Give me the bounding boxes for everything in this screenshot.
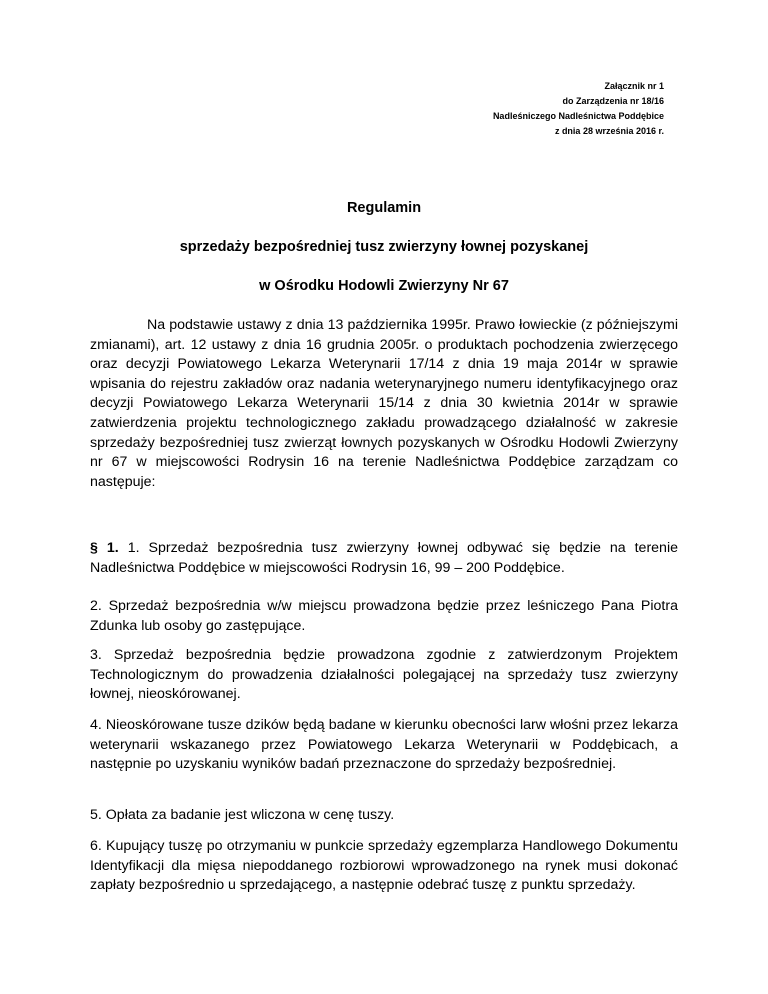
- section-1-item-1-text: 1. Sprzedaż bezpośrednia tusz zwierzyny łownej odbywać się będzie na terenie Nadleśnictwa Poddębice w miejscowości Rodrysin 16, 99 – 200 Poddębice.: [90, 540, 678, 576]
- document-subtitle-2: w Ośrodku Hodowli Zwierzyny Nr 67: [259, 278, 509, 294]
- header-line-2: do Zarządzenia nr 18/16: [562, 96, 664, 106]
- header-line-4: z dnia 28 września 2016 r.: [554, 126, 664, 136]
- intro-paragraph: Na podstawie ustawy z dnia 13 października 1995r. Prawo łowieckie (z późniejszymi zmianami), art. 12 ustawy z dnia 16 grudnia 2005r. o produktach pochodzenia zwierzęcego oraz decyzji Powiatowego Lekarza Weterynarii 17/14 z dnia 19 maja 2014r w sprawie wpisania do rejestru zakładów oraz nadania weterynaryjnego numeru identyfikacyjnego oraz decyzji Powiatowego Lekarza Weterynarii 15/14 z dnia 30 kwietnia 2014r w sprawie zatwierdzenia projektu technologicznego zakładu prowadzącego działalność w zakresie sprzedaży bezpośredniej tusz zwierząt łownych pozyskanych w Ośrodku Hodowli Zwierzyny nr 67 w miejscowości Rodrysin 16 na terenie Nadleśnictwa Poddębice zarządzam co następuje:: [90, 317, 678, 490]
- document-subtitle-1: sprzedaży bezpośredniej tusz zwierzyny łownej pozyskanej: [179, 239, 589, 255]
- section-marker: § 1.: [90, 540, 119, 556]
- header-line-3: Nadleśniczego Nadleśnictwa Poddębice: [492, 111, 664, 121]
- header-line-1: Załącznik nr 1: [604, 81, 664, 91]
- section-1-item-3: 3. Sprzedaż bezpośrednia będzie prowadzona zgodnie z zatwierdzonym Projektem Technologicznym do prowadzenia działalności polegającej na sprzedaży tusz zwierzyny łownej, nieoskórowanej.: [90, 647, 678, 703]
- section-1-item-6: 6. Kupujący tuszę po otrzymaniu w punkcie sprzedaży egzemplarza Handlowego Dokumentu Identyfikacji dla mięsa niepoddanego rozbiorowi wprowadzonego na rynek musi dokonać zapłaty bezpośrednio u sprzedającego, a następnie odebrać tuszę z punktu sprzedaży.: [90, 838, 678, 894]
- section-1-item-5: 5. Opłata za badanie jest wliczona w cenę tuszy.: [90, 807, 395, 823]
- section-1-item-2: 2. Sprzedaż bezpośrednia w/w miejscu prowadzona będzie przez leśniczego Pana Piotra Zdunka lub osoby go zastępujące.: [90, 598, 678, 634]
- attachment-header: [493, 79, 664, 139]
- section-1-item-1: [90, 539, 678, 578]
- section-1-item-4: 4. Nieoskórowane tusze dzików będą badane w kierunku obecności larw włośni przez lekarza weterynarii wskazanego przez Powiatowego Lekarza Weterynarii w Poddębicach, a następnie po uzyskaniu wyników badań przeznaczone do sprzedaży bezpośredniej.: [90, 717, 678, 773]
- document-title: Regulamin: [346, 200, 422, 216]
